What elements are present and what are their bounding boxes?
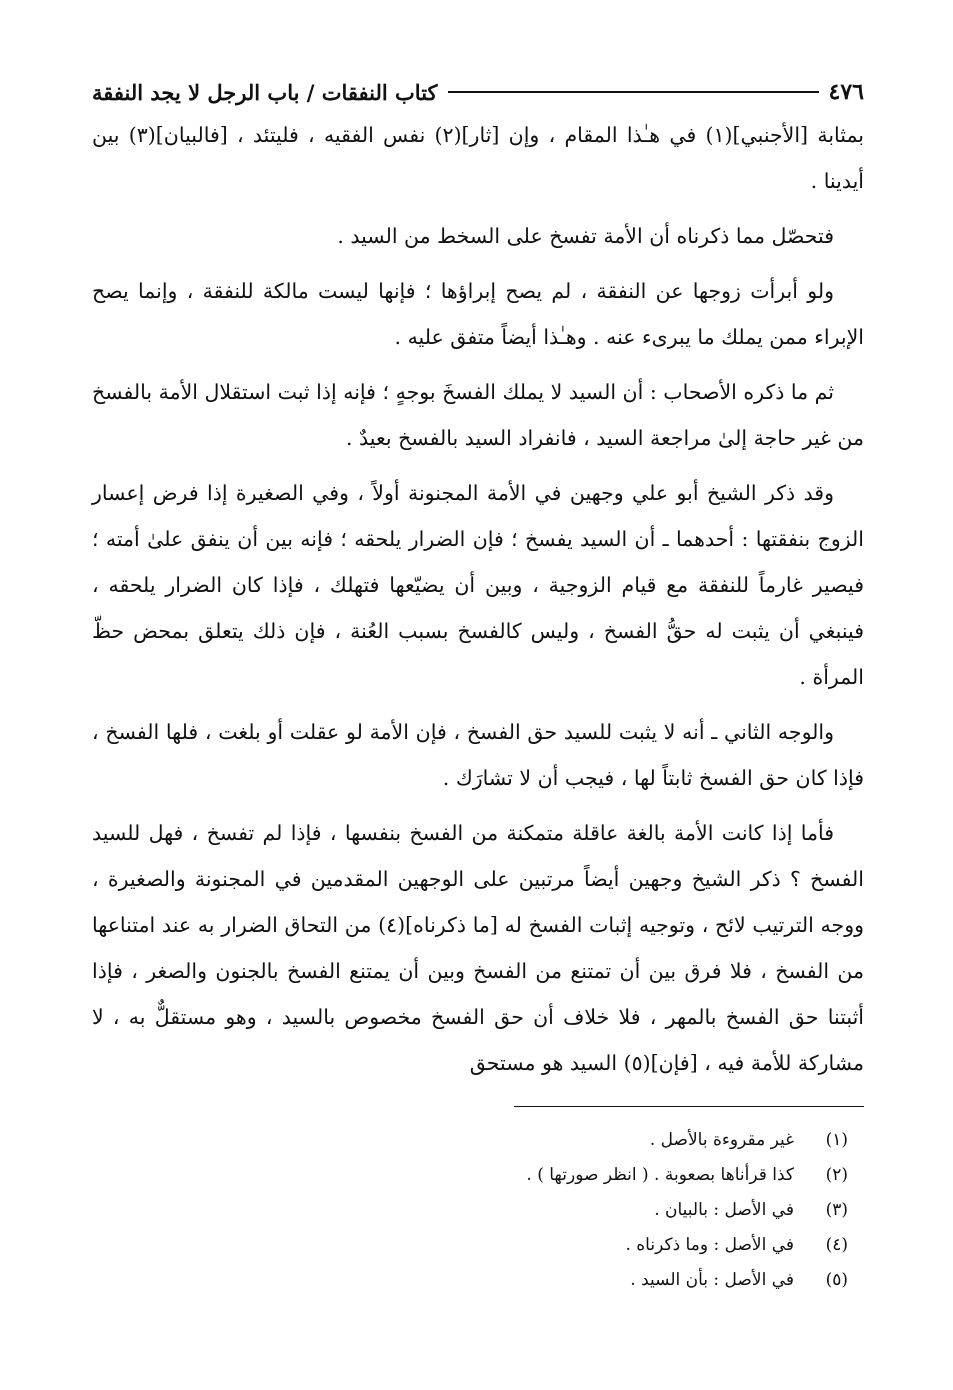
footnote-number: (٥) (825, 1270, 848, 1290)
footnote-number: (٤) (825, 1235, 848, 1255)
page-header (92, 72, 864, 112)
paragraph: فأما إذا كانت الأمة بالغة عاقلة متمكنة من الفسخ بنفسها ، فإذا لم تفسخ ، فهل للسيد الفسخ ؟ ذكر الشيخ وجهين أيضاً مرتبين على الوجهين المقدمين في المجنونة والصغيرة ، ووجه الترتيب لائح ، وتوجيه إثبات الفسخ له [ما ذكرناه](٤) من التحاق الضرار به عند امتناعها من الفسخ ، فلا فرق بين أن تمتنع من الفسخ وبين أن يمتنع الفسخ بالجنون والصغر ، فإذا أثبتنا حق الفسخ بالمهر ، فلا خلاف أن حق الفسخ مخصوص بالسيد ، وهو مستقلٌّ به ، لا مشاركة للأمة فيه ، [فإن](٥) السيد هو مستحق (92, 821, 864, 1075)
footnotes (92, 1123, 864, 1298)
paragraph: ولو أبرأت زوجها عن النفقة ، لم يصح إبراؤها ؛ فإنها ليست مالكة للنفقة ، وإنما يصح الإبراء ممن يملك ما يبرىء عنه . وهـٰذا أيضاً متفق عليه . (92, 279, 864, 349)
footnote-text: كذا قرأناها بصعوبة . ( انظر صورتها ) . (526, 1165, 794, 1185)
page-number: ٤٧٦ (828, 79, 864, 105)
header-rule (448, 91, 819, 93)
footnote (92, 1123, 848, 1158)
footnote (92, 1158, 848, 1193)
footnote-text: في الأصل : بالبيان . (654, 1200, 794, 1220)
footnote (92, 1193, 848, 1228)
book-page (92, 72, 864, 1298)
footnote-number: (٣) (825, 1200, 848, 1220)
paragraph: والوجه الثاني ـ أنه لا يثبت للسيد حق الفسخ ، فإن الأمة لو عقلت أو بلغت ، فلها الفسخ ، فإذا كان حق الفسخ ثابتاً لها ، فيجب أن لا تشارَك . (92, 720, 864, 790)
footnote-text: غير مقروءة بالأصل . (649, 1130, 794, 1150)
paragraph: بمثابة [الأجنبي](١) في هـٰذا المقام ، وإن [ثار](٢) نفس الفقيه ، فليتئد ، [فالبيان](٣) بين أيدينا . (92, 123, 865, 193)
footnote-text: في الأصل : بأن السيد . (630, 1270, 794, 1290)
footnote-number: (٢) (825, 1165, 848, 1185)
paragraph: ثم ما ذكره الأصحاب : أن السيد لا يملك الفسخَ بوجهٍ ؛ فإنه إذا ثبت استقلال الأمة بالفسخ من غير حاجة إلىٰ مراجعة السيد ، فانفراد السيد بالفسخ بعيدٌ . (92, 380, 864, 450)
footnote (92, 1263, 848, 1298)
footnote-separator (514, 1106, 864, 1107)
paragraph: فتحصّل مما ذكرناه أن الأمة تفسخ على السخط من السيد . (337, 224, 834, 248)
footnote-number: (١) (825, 1130, 848, 1150)
paragraph: وقد ذكر الشيخ أبو علي وجهين في الأمة المجنونة أولاً ، وفي الصغيرة إذا فرض إعسار الزوج بنفقتها : أحدهما ـ أن السيد يفسخ ؛ فإن الضرار يلحقه ؛ فإنه بين أن ينفق علىٰ أمته ؛ فيصير غارماً للنفقة مع قيام الزوجية ، وبين أن يضيّعها فتهلك ، فإذا كان الضرار يلحقه ، فينبغي أن يثبت له حقُّ الفسخ ، وليس كالفسخ بسبب العُنة ، فإن ذلك يتعلق بمحض حظّ المرأة . (92, 481, 864, 689)
footnote-text: في الأصل : وما ذكرناه . (625, 1235, 794, 1255)
footnote (92, 1228, 848, 1263)
running-title: كتاب النفقات / باب الرجل لا يجد النفقة (92, 79, 438, 105)
main-text (92, 112, 864, 1086)
